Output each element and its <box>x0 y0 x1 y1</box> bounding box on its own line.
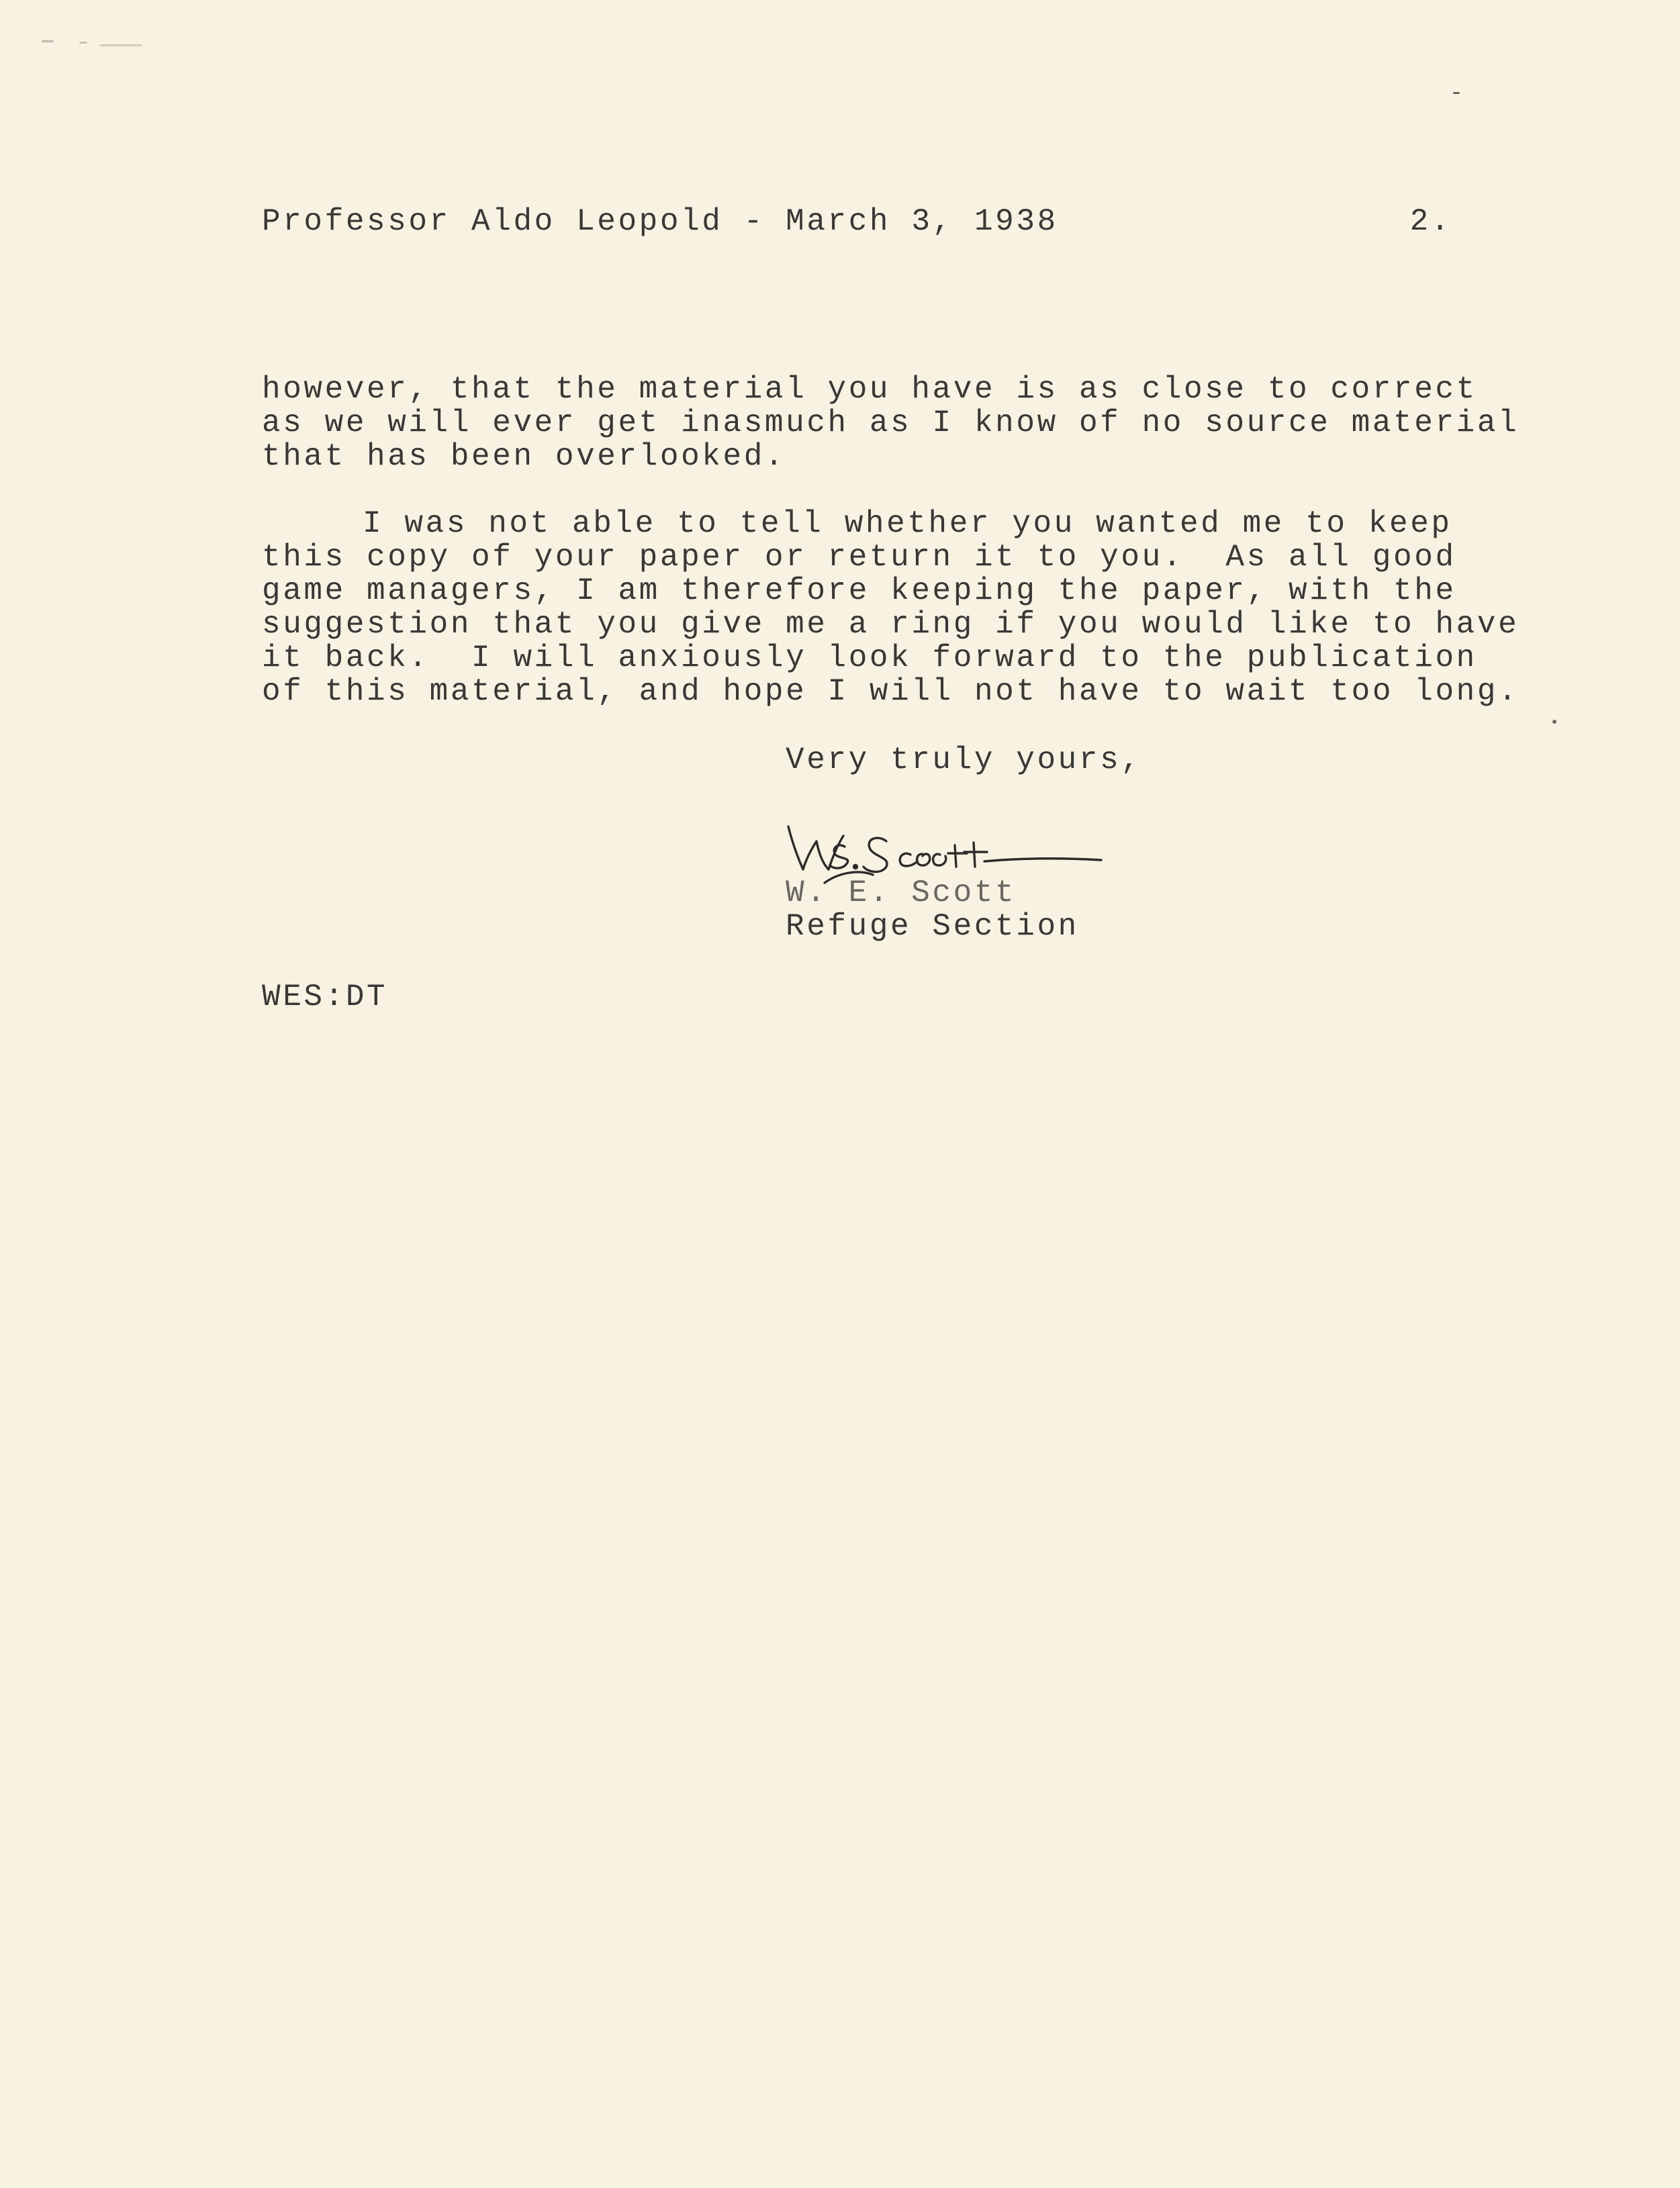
paragraph-2-line-1: I was not able to tell whether you wanted me to keep <box>363 506 1452 541</box>
paragraph-1-line-2: as we will ever get inasmuch as I know of no source material <box>262 406 1520 440</box>
paper-speck <box>99 44 142 46</box>
paper-speck <box>1453 92 1460 94</box>
paragraph-1-line-3: that has been overlooked. <box>262 439 786 474</box>
paragraph-2-line-3: game managers, I am therefore keeping the paper, with the <box>262 573 1456 608</box>
paragraph-2-line-5: it back. I will anxiously look forward to the publication <box>262 640 1477 675</box>
complimentary-close: Very truly yours, <box>786 743 1142 777</box>
reference-initials: WES:DT <box>262 980 388 1014</box>
page-number: 2. <box>1409 204 1452 239</box>
signer-section: Refuge Section <box>786 909 1079 944</box>
signer-name: W. E. Scott <box>786 875 1017 910</box>
paper-speck <box>1552 720 1556 724</box>
page-header <box>262 205 1452 238</box>
paper-speck <box>79 42 87 44</box>
paper-speck <box>42 40 54 42</box>
paragraph-1-line-1: however, that the material you have is as close to correct <box>262 372 1477 407</box>
paragraph-2-line-6: of this material, and hope I will not have to wait too long. <box>262 674 1520 709</box>
paragraph-2-line-4: suggestion that you give me a ring if you would like to have <box>262 607 1520 642</box>
paragraph-2-line-2: this copy of your paper or return it to you. As all good <box>262 540 1456 575</box>
header-title: Professor Aldo Leopold - March 3, 1938 <box>262 204 1058 239</box>
